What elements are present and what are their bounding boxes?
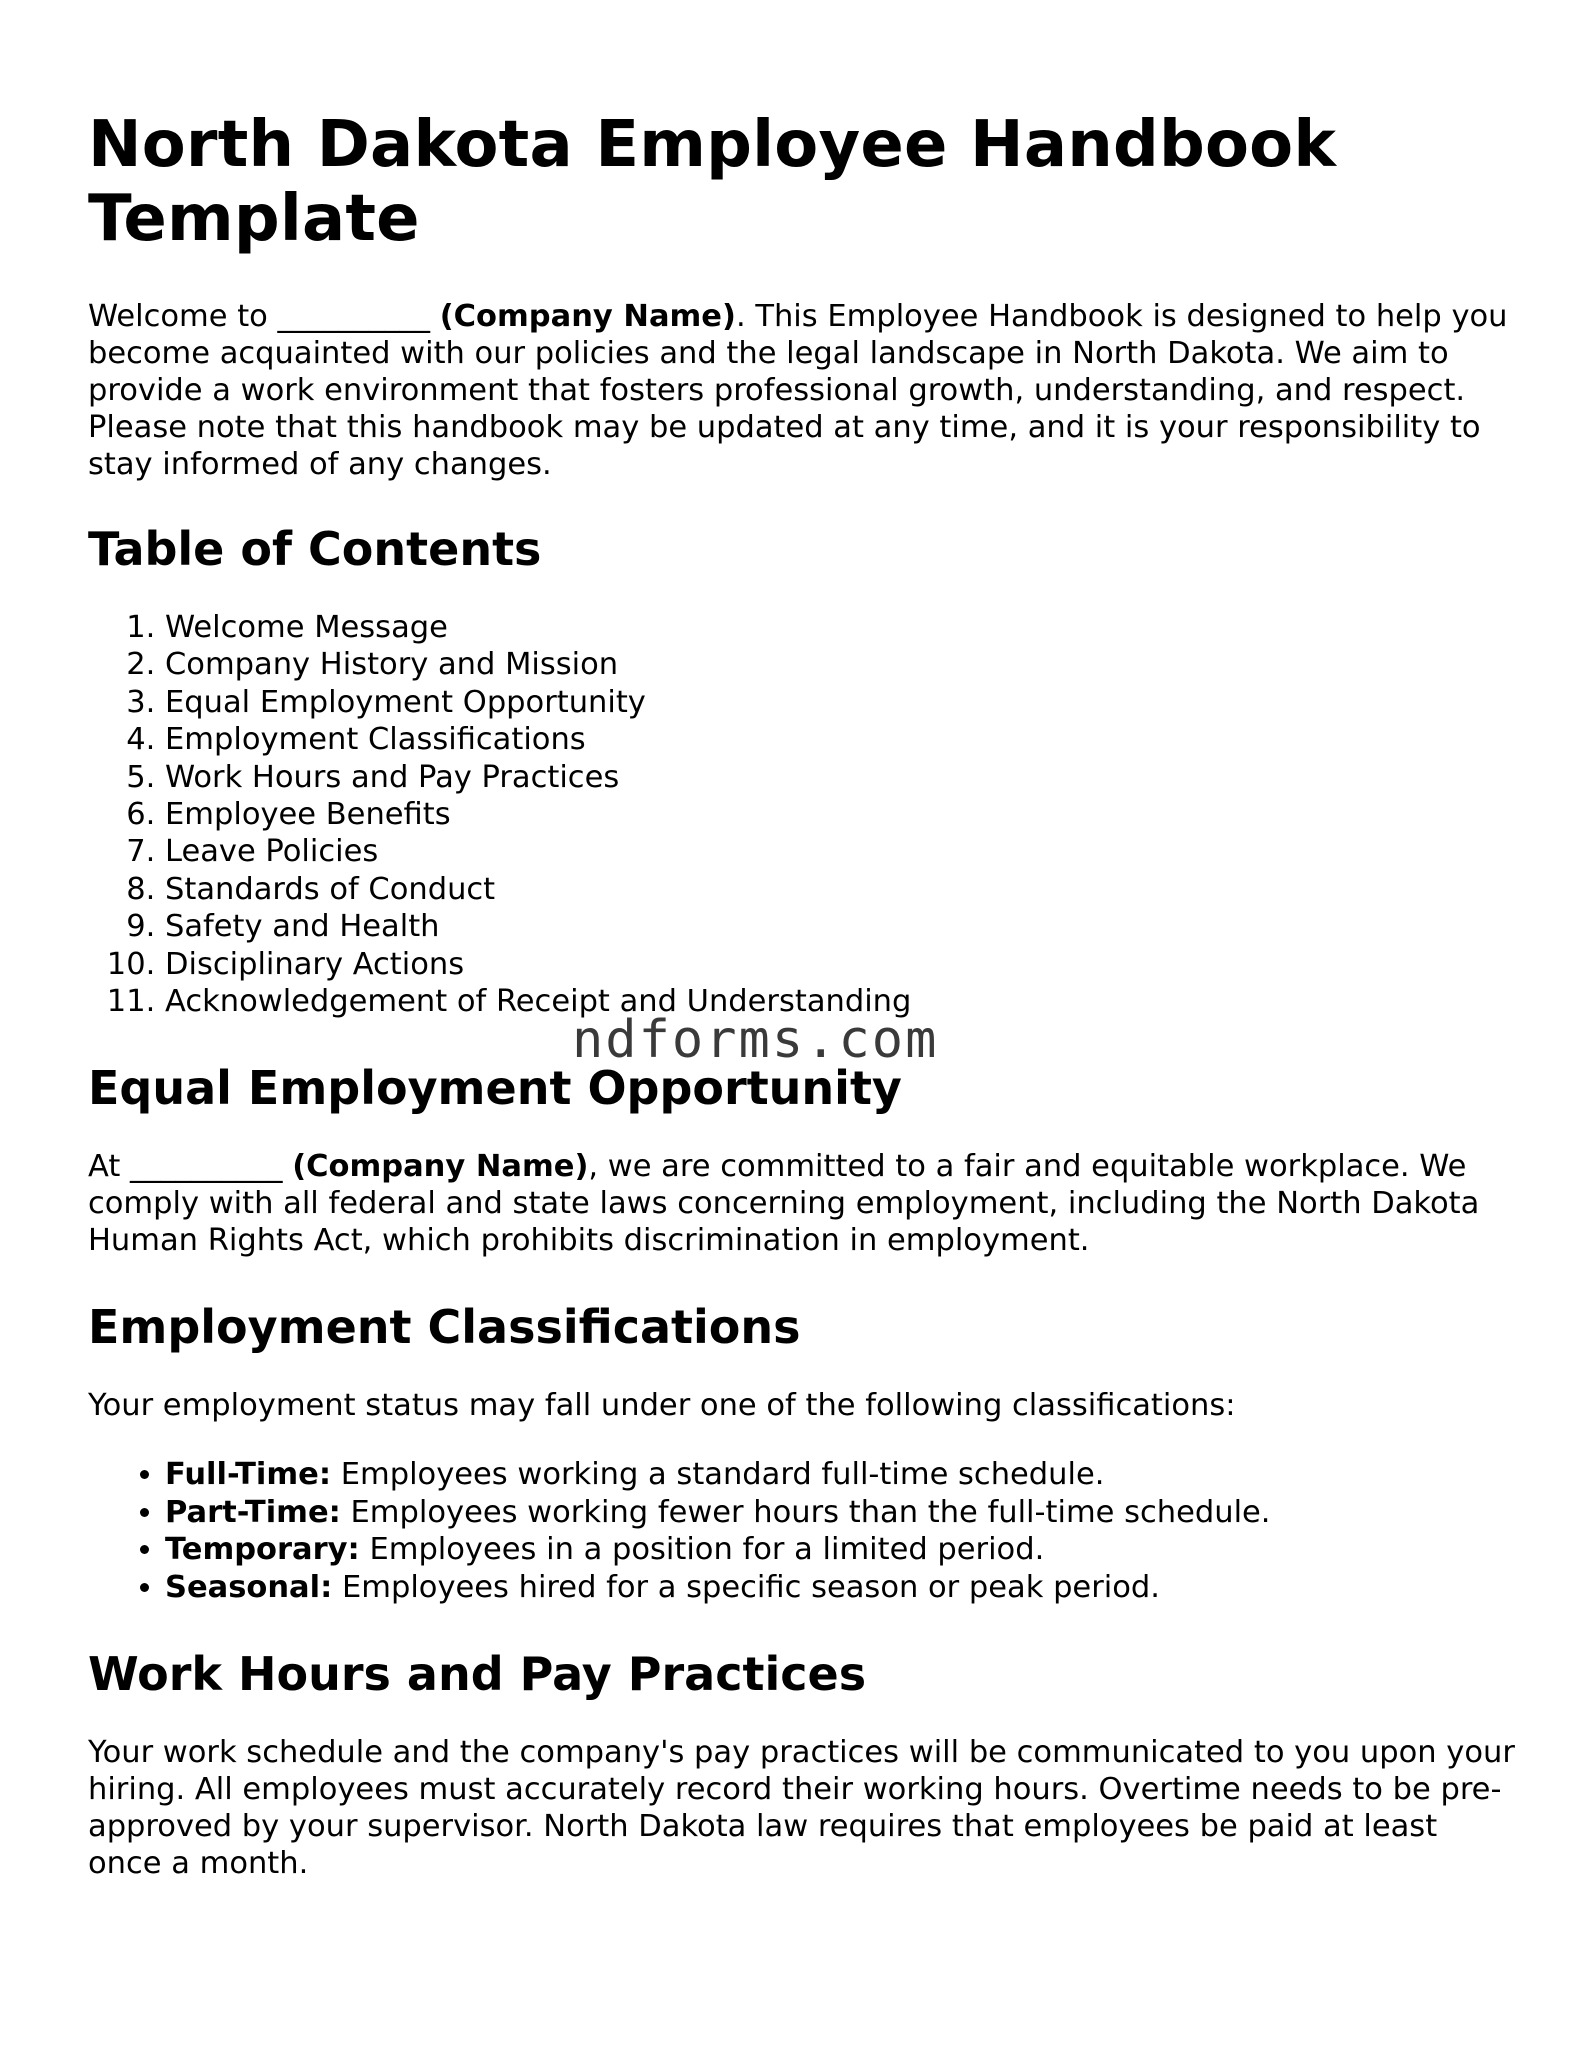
classification-desc: Employees working a standard full-time schedule. [331,1457,1105,1493]
eeo-prefix: At [88,1149,130,1185]
toc-item: 5. Work Hours and Pay Practices [165,759,1518,796]
toc-item: 7. Leave Policies [165,833,1518,870]
company-name-label: (Company Name) [439,299,736,334]
eeo-heading: Equal Employment Opportunity [88,1061,902,1116]
company-name-label: (Company Name) [292,1149,589,1185]
list-item [165,1569,1518,1606]
classification-term: Part-Time: [165,1494,341,1530]
classifications-intro: Your employment status may fall under one of the following classifications: [88,1388,1236,1424]
toc-heading: Table of Contents [88,522,542,576]
eeo-paragraph [88,1148,1518,1259]
classification-term: Temporary: [165,1532,360,1568]
toc-item: 4. Employment Classifications [165,721,1518,758]
table-of-contents [88,609,1518,1020]
classification-term: Full-Time: [165,1457,332,1493]
eeo-text: , we are committed to a fair and equitable workplace. We comply with all federal and state laws concerning employment, including the North Dakota Human Rights Act, which prohibits discrimination in employment. [88,1149,1480,1259]
toc-item: 8. Standards of Conduct [165,871,1518,908]
intro-prefix: Welcome to [88,299,278,334]
pay-paragraph: Your work schedule and the company's pay practices will be communicated to you upon your hiring. All employees must accurately record their working hours. Overtime needs to be pre-approved by your supervisor. North Dakota law requires that employees be paid at least once a month. [88,1735,1515,1882]
toc-item: 1. Welcome Message [165,609,1518,646]
list-item [165,1531,1518,1568]
page-title: North Dakota Employee Handbook Template [88,108,1337,256]
toc-item: 9. Safety and Health [165,908,1518,945]
list-item [165,1456,1518,1493]
classifications-heading: Employment Classifications [88,1300,801,1355]
document-page [88,108,1518,1882]
classifications-list [88,1456,1518,1606]
classification-term: Seasonal: [165,1569,333,1605]
classification-desc: Employees hired for a specific season or peak period. [332,1569,1160,1605]
pay-heading: Work Hours and Pay Practices [88,1647,867,1702]
intro-paragraph [88,298,1518,483]
toc-item: 6. Employee Benefits [165,796,1518,833]
company-name-blank: __________ [129,1149,283,1185]
intro-text: . This Employee Handbook is designed to help you become acquainted with our policies and the legal landscape in North Dakota. We aim to provide a work environment that fosters professional growth, understanding, and respect. Please note that this handbook may be updated at any time, and it is your responsibility to stay informed of any changes. [88,299,1508,482]
company-name-blank: __________ [277,299,431,334]
toc-item: 3. Equal Employment Opportunity [165,684,1518,721]
toc-item: 10. Disciplinary Actions [165,946,1518,983]
toc-item: 2. Company History and Mission [165,646,1518,683]
classification-desc: Employees in a position for a limited period. [359,1532,1045,1568]
list-item [165,1494,1518,1531]
toc-item: 11. Acknowledgement of Receipt and Understanding [165,983,1518,1020]
classification-desc: Employees working fewer hours than the full-time schedule. [340,1494,1271,1530]
watermark: ndforms.com [572,1010,939,1070]
